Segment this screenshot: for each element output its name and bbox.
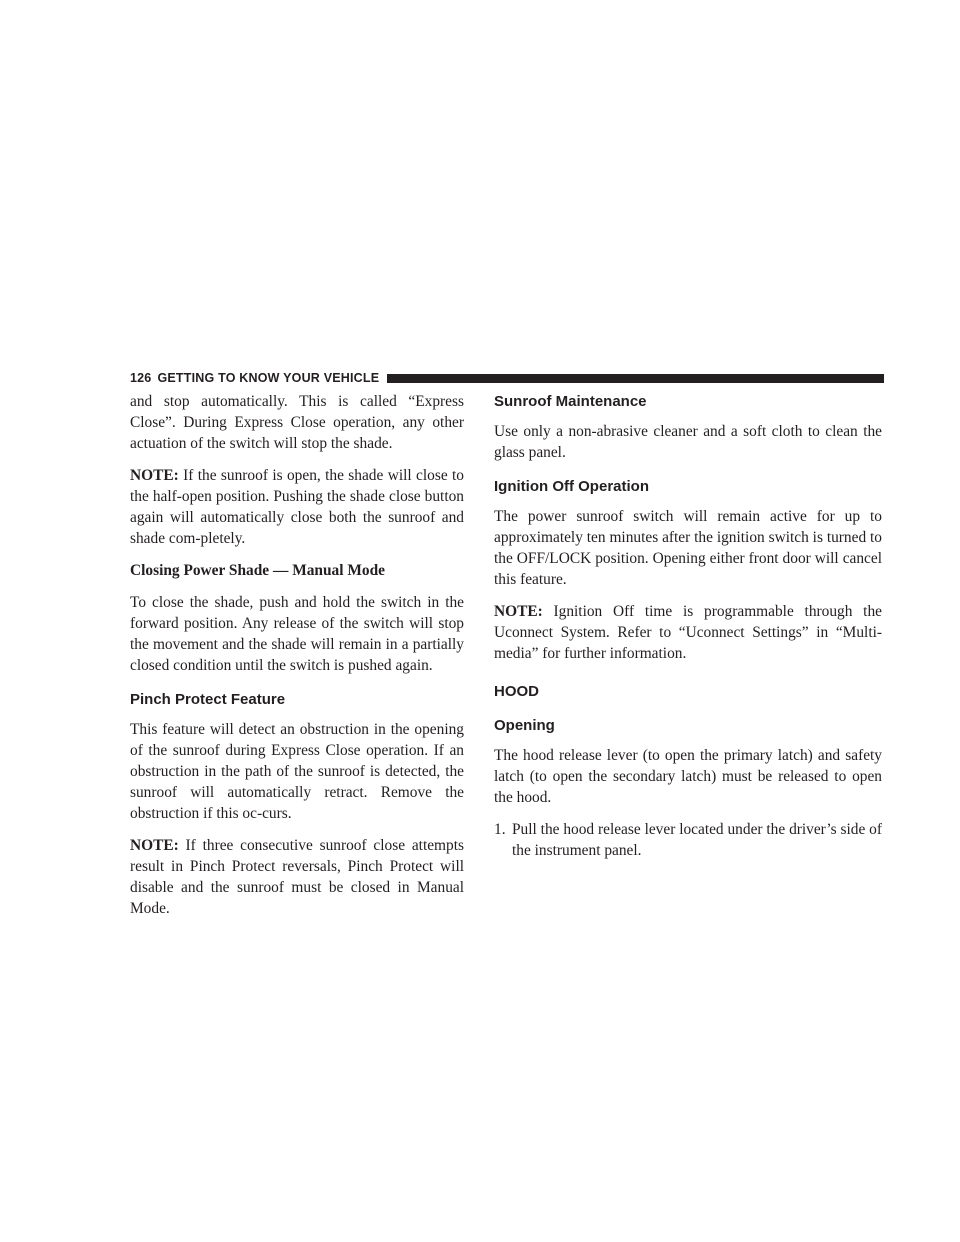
paragraph-maintenance: Use only a non-abrasive cleaner and a soft cloth to clean the glass panel. [494,423,882,461]
heading-hood: HOOD [494,683,539,700]
heading-ignition-off: Ignition Off Operation [494,478,649,495]
page-header [130,370,884,386]
note-text: If three consecutive sunroof close attempts result in Pinch Protect reversals, Pinch Protect will disable and the sunroof must be closed in Manual Mode. [130,837,464,917]
note-shade [130,465,464,549]
left-column [130,391,464,930]
paragraph-pinch-protect: This feature will detect an obstruction in the opening of the sunroof during Express Close operation. If an obstruction in the path of the sunroof is detected, the sunroof will automatically retract. Remove the obstruction if this oc-curs. [130,721,464,822]
note-text: Ignition Off time is programmable through the Uconnect System. Refer to “Uconnect Settings” in “Multi-media” for further information. [494,603,882,662]
right-column [494,391,882,872]
step-number: 1. [494,821,506,838]
note-label: NOTE: [130,837,179,854]
list-item [494,819,882,861]
step-text: Pull the hood release lever located under the driver’s side of the instrument panel. [512,821,882,859]
subheading-manual-mode: Closing Power Shade — Manual Mode [130,562,385,579]
note-label: NOTE: [494,603,543,620]
paragraph-ignition-off: The power sunroof switch will remain active for up to approximately ten minutes after the ignition switch is turned to the OFF/LOCK position. Opening either front door will cancel this feature. [494,508,882,588]
heading-opening: Opening [494,717,555,734]
note-ignition-off [494,601,882,664]
paragraph-opening: The hood release lever (to open the primary latch) and safety latch (to open the secondary latch) must be released to open the hood. [494,747,882,806]
note-pinch-protect [130,835,464,919]
note-label: NOTE: [130,467,179,484]
page-number: 126 [130,371,152,385]
note-text: If the sunroof is open, the shade will close to the half-open position. Pushing the shade close button again will automatically close both the sunroof and shade com-pletely. [130,467,464,547]
paragraph-manual-mode: To close the shade, push and hold the switch in the forward position. Any release of the switch will stop the movement and the shade will remain in a partially closed condition until the switch is pushed again. [130,594,464,674]
section-title: GETTING TO KNOW YOUR VEHICLE [157,371,380,385]
paragraph-express-close: and stop automatically. This is called “Express Close”. During Express Close operation, any other actuation of the switch will stop the shade. [130,393,464,452]
header-rule [387,374,884,383]
heading-pinch-protect: Pinch Protect Feature [130,691,286,708]
heading-sunroof-maintenance: Sunroof Maintenance [494,393,647,410]
